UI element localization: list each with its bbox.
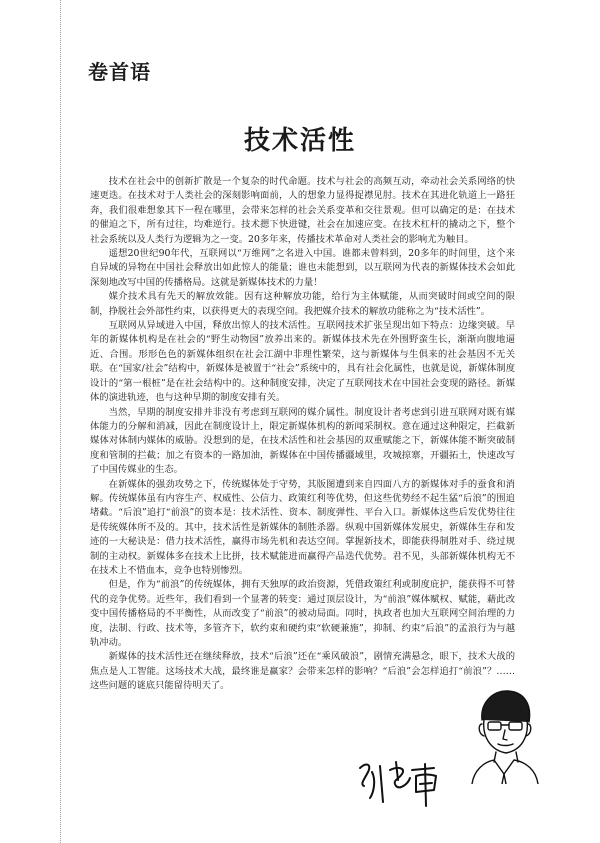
paragraph: 遥想20世纪90年代，互联网以“万维网”之名进入中国。谁都未曾料到，20多年的时间里，这个来自异域的异物在中国社会释放出如此惊人的能量；谁也未能想到，以互联网为代表的新媒体技术会如此深刻地改写中国的传播格局。这就是新媒体技术的力量！ — [90, 248, 515, 288]
column-title: 卷首语 — [88, 60, 151, 84]
page-title: 技术活性 — [243, 126, 356, 156]
paragraph: 媒介技术具有先天的解放效能。因有这种解放功能，给行为主体赋能，从而突破时间或空间的限制，挣脱社会外部性约束，以获得更大的表现空间。我把媒介技术的解放功能称之为“技术活性”。 — [90, 291, 515, 317]
paragraph: 技术在社会中的创新扩散是一个复杂的时代命题。技术与社会的高频互动，牵动社会关系网络的快速更迭。在技术对于人类社会的深刻影响面前，人的想象力显得捉襟见肘。技术在其进化轨道上一路狂奔，我们很难想象其下一程在哪里，会带来怎样的社会关系变革和交往景观。但可以确定的是：在技术的催迫之下，所有过往，均难逆行。技术摁下快进键，社会在加速应变。在技术杠杆的撬动之下，整个社会系统以及人类行为逻辑为之一变。20多年来，传播技术革命对人类社会的影响尤为触目。 — [90, 176, 515, 245]
paragraph: 互联网从异域进入中国，释放出惊人的技术活性。互联网技术扩张呈现出如下特点：边缘突破。早年的新媒体机构是在社会的“野生动物园”放养出来的。新媒体技术先在外围野蛮生长，渐渐向腹地逼近、合围。形形色色的新媒体组织在社会江湖中非理性繁荣，这与新媒体与生俱来的社会基因不无关联。在“国家/社会”结构中，新媒体是被置于“社会”系统中的，具有社会化属性，也就是说，新媒体制度设计的“第一根桩”是在社会结构中的。这种制度安排，决定了互联网技术在中国社会变现的路径。新媒体的演进轨迹，也与这种早期的制度安排有关。 — [90, 320, 515, 404]
paragraph: 当然，早期的制度安排并非没有考虑到互联网的媒介属性。制度设计者考虑到引进互联网对既有媒体能力的分解和消减，因此在制度设计上，限定新媒体机构的新闻采制权。意在通过这种限定，拦截新媒体对体制内媒体的威胁。没想到的是，在技术活性和社会基因的双重赋能之下，新媒体能不断突破制度和管制的拦截；加之有资本的一路加油，新媒体在中国传播疆域里，攻城掠寨，开疆拓土，快速改写了中国传媒业的生态。 — [90, 406, 515, 476]
article-body — [90, 175, 515, 694]
author-signature — [350, 750, 460, 810]
paragraph: 但是，作为“前浪”的传统媒体，拥有天独厚的政治资源，凭借政策红利或制度庇护，能获得不可替代的竞争优势。近些年，我们看到一个显著的转变：通过顶层设计，为“前浪”媒体赋权、赋能，藉此改变中国传播格局的不平衡性，从而改变了“前浪”的被动局面。同时，执政者也加大互联网空间治理的力度，法制、行政、技术等，多管齐下，软约束和硬约束“软硬兼施”，抑制、约束“后浪”的孟浪行为与越轨冲动。 — [90, 579, 515, 648]
paragraph: 在新媒体的强劲攻势之下，传统媒体处于守势，其版图遭到来自四面八方的新媒体对手的蚕食和消解。传统媒体虽有内容生产、权威性、公信力、政策红利等优势，但这些优势经不起生猛“后浪”的围追堵截。“后浪”追打“前浪”的资本是：技术活性、资本、制度弹性、平台入口。新媒体这些后发优势往往是传统媒体所不及的。其中，技术活性是新媒体的制胜杀器。纵观中国新媒体发展史，新媒体生存和发迹的一大秘诀是：借力技术活性，赢得市场先机和表达空间。掌握新技术，即能获得制胜对手、绕过规制的主动权。新媒体多在技术上比拼，技术赋能进而赢得产品迭代优势。君不见，头部新媒体机构无不在技术上不惜血本，竞争也特别惨烈。 — [90, 478, 515, 576]
paragraph: 新媒体的技术活性还在继续释放，技术“后浪”还在“乘风破浪”，剧情充满悬念，眼下，技术大战的焦点是人工智能。这场技术大战，最终谁是赢家？会带来怎样的影响？“后浪”会怎样追打“前浪”？……这些问题的谜底只能留待明天了。 — [90, 651, 515, 692]
author-portrait — [466, 686, 544, 784]
